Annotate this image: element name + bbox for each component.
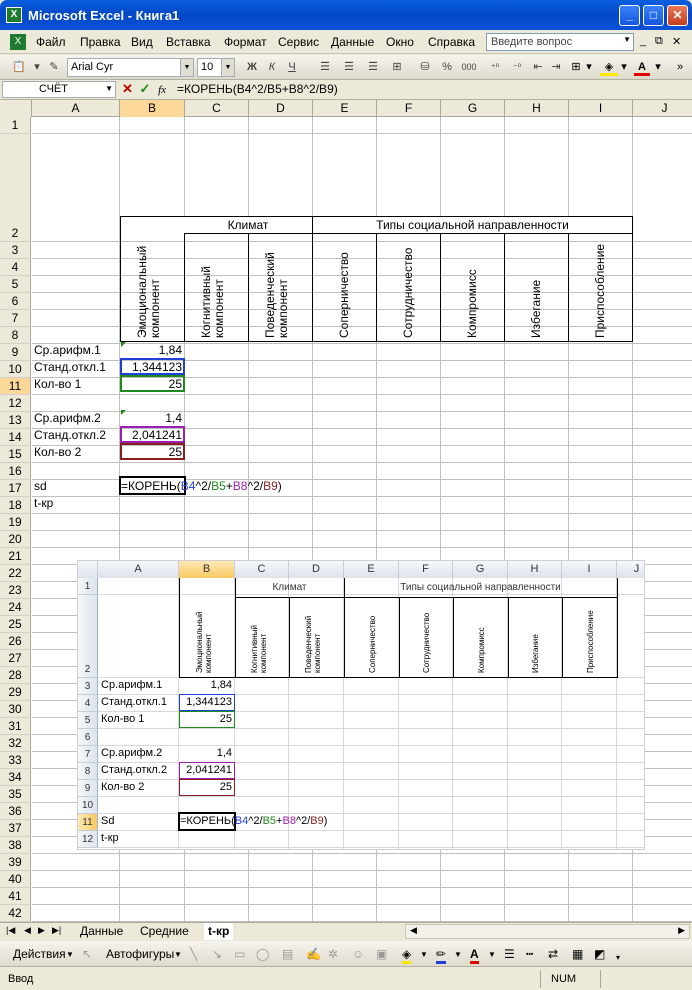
emb-column-header-d: D (289, 561, 344, 578)
bold-button[interactable]: Ж (247, 61, 257, 73)
emb-header-klimat: Климат (272, 582, 307, 593)
emb-border-d (289, 597, 290, 678)
emb-cell-a5: Кол-во 1 (101, 713, 145, 725)
fill-color-dropdown-icon[interactable]: ▾ (621, 61, 627, 73)
header-social-types: Типы социальной направленности (313, 217, 632, 233)
picture-icon[interactable]: ▣ (376, 947, 388, 961)
next-sheet-icon[interactable]: ▶ (38, 925, 45, 935)
align-left-icon[interactable]: ☰ (320, 61, 330, 73)
vheader-cooperation: Сотрудничество (401, 247, 415, 338)
cell-b8[interactable]: 2,041241 (131, 428, 182, 442)
fill-color-icon[interactable]: ◈ (402, 947, 411, 964)
font-color-icon[interactable]: A (634, 59, 650, 76)
ref-border-b8 (120, 426, 185, 443)
table-border-h (504, 233, 505, 342)
vheader-behavioral: Поведенческий компонент (263, 252, 290, 338)
emb-row-gridline (98, 847, 645, 848)
column-header-e[interactable]: E (313, 100, 377, 117)
cell-a4[interactable]: Станд.откл.1 (34, 360, 106, 374)
emb-column-header-e: E (344, 561, 399, 578)
status-num: NUM (551, 973, 577, 985)
prev-sheet-icon[interactable]: ◀ (24, 925, 31, 935)
formula-function: =КОРЕНЬ( (121, 479, 181, 493)
paste-icon[interactable]: 📋 (12, 61, 26, 73)
vheader-emotional: Эмоциональный компонент (135, 245, 162, 338)
emb-vheader-cognitive: Когнитивный компонент (250, 625, 268, 673)
row-header-20[interactable]: 20 (0, 531, 31, 548)
doc-close-icon[interactable]: ✕ (672, 36, 682, 48)
column-header-i[interactable]: I (569, 100, 633, 117)
row-header-4[interactable]: 4 (0, 259, 31, 276)
emb-vheader-rivalry: Соперничество (368, 615, 377, 673)
emb-formula-close: ) (323, 815, 328, 827)
percent-button[interactable]: % (442, 61, 452, 73)
dash-style-icon[interactable]: ┅ (526, 947, 534, 961)
emb-cell-a3: Ср.арифм.1 (101, 679, 163, 691)
oval-icon[interactable]: ◯ (256, 947, 270, 961)
autoshapes-menu[interactable]: Автофигуры (106, 947, 175, 961)
row-header-22[interactable]: 22 (0, 565, 31, 582)
select-objects-icon[interactable]: ↖ (82, 947, 93, 961)
select-all-corner[interactable] (0, 100, 32, 117)
insert-function-button[interactable]: fx (158, 84, 167, 96)
row-header-2[interactable]: 2 (0, 134, 31, 242)
arrow-icon[interactable]: ↘ (212, 947, 223, 961)
embedded-screenshot (77, 560, 645, 850)
italic-button[interactable]: К (268, 61, 276, 73)
line-style-icon[interactable]: ☰ (504, 947, 515, 961)
row-header-9[interactable]: 9 (0, 344, 31, 361)
tab-averages[interactable]: Средние (140, 924, 189, 938)
column-header-d[interactable]: D (249, 100, 313, 117)
emb-formula-op2: + (276, 815, 283, 827)
emb-column-header-f: F (399, 561, 453, 578)
menu-view[interactable]: Вид (131, 35, 153, 49)
last-sheet-icon[interactable]: ▶| (52, 925, 62, 935)
emb-row-header-2: 2 (78, 595, 98, 678)
row-gridline (32, 462, 692, 463)
emb-row-header-4: 4 (78, 695, 98, 712)
row-gridline (32, 394, 692, 395)
emb-ref-border-b8 (179, 762, 235, 779)
emb-cell-b4: 1,344123 (186, 696, 232, 708)
menu-help[interactable]: Справка (428, 35, 476, 49)
row-gridline (32, 870, 692, 871)
table-mid-border (184, 233, 633, 234)
formula-close: ) (277, 479, 282, 493)
menu-insert[interactable]: Вставка (166, 35, 211, 49)
menu-tools[interactable]: Сервис (278, 35, 320, 49)
formula-op1: ^2/ (195, 479, 212, 493)
column-header-g[interactable]: G (441, 100, 505, 117)
emb-formula-ref-b4: B4 (234, 815, 249, 827)
paste-dropdown-icon[interactable]: ▾ (34, 61, 40, 73)
vheader-cognitive: Когнитивный компонент (199, 266, 226, 338)
currency-icon[interactable]: ⛁ (420, 61, 430, 73)
formula-ref-b4: B4 (180, 479, 196, 493)
emb-formula-op1: ^2/ (248, 815, 263, 827)
row-header-30[interactable]: 30 (0, 701, 31, 718)
emb-column-header-h: H (508, 561, 562, 578)
align-center-icon[interactable]: ☰ (344, 61, 354, 73)
emb-formula-op3: ^2/ (295, 815, 311, 827)
font-color-icon[interactable]: A (470, 947, 479, 964)
increase-decimal-icon[interactable]: ⁺⁰ (490, 62, 500, 72)
row-header-5[interactable]: 5 (0, 276, 31, 293)
fill-color-icon[interactable]: ◈ (600, 59, 618, 76)
row-header-3[interactable]: 3 (0, 242, 31, 259)
emb-column-header-c: C (235, 561, 289, 578)
emb-cell-b8: 2,041241 (186, 764, 232, 776)
font-color-dropdown-icon[interactable]: ▾ (655, 61, 661, 73)
emb-cell-a8: Станд.откл.2 (101, 764, 167, 776)
status-mode: Ввод (8, 973, 34, 985)
emb-vheader-compromise: Компромисс (477, 627, 486, 673)
tab-t-kr[interactable]: t-кр (204, 923, 233, 940)
chevron-down-icon[interactable]: ▼ (174, 950, 182, 959)
row-gridline (32, 530, 692, 531)
emb-formula-ref-b9: B9 (310, 815, 324, 827)
emb-row-header-6: 6 (78, 729, 98, 746)
emb-row-header-8: 8 (78, 763, 98, 780)
emb-cell-a9: Кол-во 2 (101, 781, 145, 793)
row-header-29[interactable]: 29 (0, 684, 31, 701)
horizontal-scrollbar[interactable] (405, 924, 690, 939)
row-header-36[interactable]: 36 (0, 803, 31, 820)
underline-button[interactable]: Ч (288, 61, 296, 73)
emb-ref-border-b5 (179, 711, 235, 728)
row-header-7[interactable]: 7 (0, 310, 31, 327)
row-header-16[interactable]: 16 (0, 463, 31, 480)
cell-b9[interactable]: 25 (168, 445, 182, 459)
emb-cell-a12: t-кр (101, 832, 119, 844)
doc-minimize-icon[interactable]: _ (640, 35, 647, 47)
row-header-1[interactable]: 1 (0, 117, 31, 134)
formula-op3: ^2/ (247, 479, 264, 493)
formula-op2: + (225, 479, 233, 493)
row-header-18[interactable]: 18 (0, 497, 31, 514)
emb-corner (78, 561, 98, 578)
excel-app-icon: X (6, 7, 22, 23)
decrease-decimal-icon[interactable]: ⁻⁰ (512, 62, 522, 72)
chevron-down-icon[interactable]: ▼ (180, 59, 193, 76)
emb-row-gridline (98, 796, 645, 797)
formula-input[interactable]: =КОРЕНЬ(B4^2/B5+B8^2/B9) (177, 82, 338, 96)
cell-a8[interactable]: Станд.откл.2 (34, 428, 106, 442)
emb-row-header-5: 5 (78, 712, 98, 729)
formula-bar-buttons (122, 81, 166, 97)
drawing-toolbar (0, 941, 692, 967)
row-header-8[interactable]: 8 (0, 327, 31, 344)
3d-style-icon[interactable]: ◩ (594, 947, 606, 961)
column-header-h[interactable]: H (505, 100, 569, 117)
worksheet-grid[interactable] (0, 100, 692, 922)
row-header-14[interactable]: 14 (0, 429, 31, 446)
excel-doc-icon[interactable]: X (10, 34, 26, 50)
actions-menu[interactable]: Действия (13, 947, 66, 961)
window-title: Microsoft Excel - Книга1 (28, 8, 180, 23)
table-border-c (184, 233, 185, 342)
menu-format[interactable]: Формат (224, 35, 267, 49)
row-header-13[interactable]: 13 (0, 412, 31, 429)
cell-a7[interactable]: Ср.арифм.2 (34, 411, 101, 425)
chevron-down-icon[interactable]: ▼ (420, 950, 428, 959)
row-header-41[interactable]: 41 (0, 888, 31, 905)
status-bar (0, 968, 692, 990)
cell-a9[interactable]: Кол-во 2 (34, 445, 82, 459)
increase-indent-icon[interactable]: ⇥ (551, 61, 561, 73)
ref-border-b5 (120, 375, 185, 392)
row-header-39[interactable]: 39 (0, 854, 31, 871)
row-header-6[interactable]: 6 (0, 293, 31, 310)
emb-row-header-1: 1 (78, 578, 98, 595)
row-header-10[interactable]: 10 (0, 361, 31, 378)
font-name-select[interactable] (67, 58, 194, 77)
chevron-down-icon[interactable]: ▼ (488, 950, 496, 959)
decrease-indent-icon[interactable]: ⇤ (533, 61, 543, 73)
column-header-b[interactable]: B (120, 100, 185, 117)
wordart-icon[interactable]: ✍ (306, 947, 321, 961)
name-box[interactable] (2, 81, 116, 98)
row-header-12[interactable]: 12 (0, 395, 31, 412)
emb-ref-border-b4 (179, 694, 235, 711)
emb-column-header-a: A (98, 561, 179, 578)
cell-b4[interactable]: 1,344123 (131, 360, 182, 374)
diagram-icon[interactable]: ✲ (328, 947, 339, 961)
error-indicator-b3[interactable] (121, 342, 126, 347)
name-box-value: СЧЁТ (39, 83, 68, 95)
row-header-15[interactable]: 15 (0, 446, 31, 463)
chevron-down-icon[interactable]: ▼ (454, 950, 462, 959)
emb-vheader-avoidance: Избегание (531, 634, 540, 673)
emb-row-header-9: 9 (78, 780, 98, 797)
emb-vheader-cooperation: Сотрудничество (422, 612, 431, 673)
ask-question-placeholder: Введите вопрос (491, 36, 573, 48)
row-gridline (32, 513, 692, 514)
emb-cell-a4: Станд.откл.1 (101, 696, 167, 708)
row-gridline (32, 887, 692, 888)
line-color-icon[interactable]: ✏ (436, 947, 446, 964)
cancel-icon[interactable]: ✕ (122, 81, 133, 96)
vheader-compromise: Компромисс (465, 269, 479, 338)
vheader-rivalry: Соперничество (337, 252, 351, 338)
row-gridline (32, 241, 692, 242)
column-headers (0, 100, 692, 117)
row-header-34[interactable]: 34 (0, 769, 31, 786)
cell-b3[interactable]: 1,84 (158, 343, 182, 357)
menu-file[interactable]: Файл (36, 35, 66, 49)
borders-dropdown-icon[interactable]: ▾ (586, 61, 592, 73)
borders-icon[interactable]: ⊞ (571, 61, 581, 73)
row-header-37[interactable]: 37 (0, 820, 31, 837)
table-border-e (312, 216, 313, 342)
emb-column-header-g: G (453, 561, 508, 578)
emb-cell-a7: Ср.арифм.2 (101, 747, 163, 759)
table-border-b (120, 216, 121, 342)
table-border-g (440, 233, 441, 342)
arrow-style-icon[interactable]: ⇄ (548, 947, 559, 961)
emb-border-h (508, 597, 509, 678)
emb-formula-ref-b5: B5 (262, 815, 277, 827)
emb-row-header-12: 12 (78, 831, 98, 848)
status-divider (600, 970, 601, 988)
chevron-down-icon[interactable]: ▼ (623, 35, 631, 44)
row-header-38[interactable]: 38 (0, 837, 31, 854)
doc-restore-icon[interactable]: ⧉ (655, 35, 663, 47)
column-header-a[interactable]: A (32, 100, 120, 117)
formula-ref-b9: B9 (263, 479, 278, 493)
cell-b11-formula[interactable] (121, 478, 282, 494)
emb-cell-b9: 25 (219, 781, 232, 793)
row-header-31[interactable]: 31 (0, 718, 31, 735)
row-header-42[interactable]: 42 (0, 905, 31, 922)
row-header-28[interactable]: 28 (0, 667, 31, 684)
title-bar (0, 0, 692, 30)
row-header-40[interactable]: 40 (0, 871, 31, 888)
merge-center-icon[interactable]: ⊞ (392, 61, 402, 73)
row-header-25[interactable]: 25 (0, 616, 31, 633)
row-header-32[interactable]: 32 (0, 735, 31, 752)
emb-border-bottom (179, 677, 617, 678)
emb-vheader-behavioral: Поведенческий компонент (304, 615, 322, 673)
table-border-f (376, 233, 377, 342)
table-border-right (632, 216, 633, 342)
emb-formula-function: =КОРЕНЬ( (180, 815, 235, 827)
emb-column-header-b: B (179, 561, 235, 578)
row-header-33[interactable]: 33 (0, 752, 31, 769)
emb-vheader-adaptation: Приспособление (586, 610, 595, 673)
emb-formula-ref-b8: B8 (282, 815, 296, 827)
cell-a3[interactable]: Ср.арифм.1 (34, 343, 101, 357)
toolbar-options-icon[interactable]: » (676, 61, 684, 73)
cell-a11[interactable]: sd (34, 479, 47, 493)
row-header-23[interactable]: 23 (0, 582, 31, 599)
emb-row-header-3: 3 (78, 678, 98, 695)
emb-ref-border-b9 (179, 779, 235, 796)
maximize-button[interactable]: □ (643, 5, 664, 26)
row-header-27[interactable]: 27 (0, 650, 31, 667)
close-button[interactable]: ✕ (667, 5, 688, 26)
cell-b7[interactable]: 1,4 (165, 411, 182, 425)
vheader-adaptation: Приспособление (593, 244, 607, 338)
row-gridline (32, 904, 692, 905)
clipart-icon[interactable]: ☺ (352, 947, 365, 961)
line-icon[interactable]: ╲ (190, 947, 198, 961)
thousands-button[interactable]: 000 (461, 62, 477, 72)
tab-data[interactable]: Данные (80, 924, 124, 938)
chevron-down-icon[interactable]: ▼ (221, 59, 234, 76)
formula-ref-b8: B8 (232, 479, 248, 493)
shadow-style-icon[interactable]: ▦ (572, 947, 584, 961)
cell-a5[interactable]: Кол-во 1 (34, 377, 82, 391)
font-name-value: Arial Cyr (71, 61, 114, 73)
minimize-button[interactable]: _ (619, 5, 640, 26)
emb-vheader-emotional: Эмоциональный компонент (195, 611, 213, 673)
chevron-down-icon[interactable]: ▼ (66, 950, 74, 959)
font-size-select[interactable] (197, 58, 235, 77)
formatting-toolbar (0, 55, 692, 80)
toolbar-options-icon[interactable]: ▾ (616, 953, 621, 962)
cell-a12[interactable]: t-кр (34, 496, 54, 510)
scroll-right-icon[interactable]: ▶ (678, 925, 685, 935)
emb-row-header-7: 7 (78, 746, 98, 763)
menu-edit[interactable]: Правка (80, 35, 121, 49)
row-header-26[interactable]: 26 (0, 633, 31, 650)
emb-row-header-10: 10 (78, 797, 98, 814)
table-border-i (568, 233, 569, 342)
emb-header-social-types: Типы социальной направленности (400, 582, 561, 593)
formula-ref-b5: B5 (211, 479, 226, 493)
emb-column-header-i: I (562, 561, 617, 578)
row-gridline (32, 853, 692, 854)
row-header-21[interactable]: 21 (0, 548, 31, 565)
emb-cell-b3: 1,84 (210, 679, 232, 691)
ask-question-input[interactable] (486, 33, 634, 51)
rectangle-icon[interactable]: ▭ (234, 947, 246, 961)
column-header-c[interactable]: C (185, 100, 249, 117)
emb-border-g (453, 597, 454, 678)
row-gridline (32, 496, 692, 497)
textbox-icon[interactable]: ▤ (282, 947, 294, 961)
menu-window[interactable]: Окно (386, 35, 414, 49)
row-header-35[interactable]: 35 (0, 786, 31, 803)
emb-cell-a11: Sd (101, 815, 115, 827)
emb-column-header-j: J (617, 561, 645, 578)
column-header-j[interactable]: J (633, 100, 692, 117)
emb-border-right (617, 578, 618, 678)
first-sheet-icon[interactable]: |◀ (6, 925, 16, 935)
row-header-11[interactable]: 11 (0, 378, 31, 395)
scroll-left-icon[interactable]: ◀ (410, 925, 417, 935)
emb-border-f (399, 597, 400, 678)
emb-cell-b7: 1,4 (216, 747, 232, 759)
enter-check-icon[interactable]: ✓ (139, 81, 151, 96)
emb-border-i (562, 597, 563, 678)
emb-cell-b5: 25 (219, 713, 232, 725)
format-painter-icon[interactable]: ✎ (49, 61, 59, 73)
emb-border-b (179, 578, 180, 678)
ref-border-b4 (120, 358, 185, 375)
menu-data[interactable]: Данные (331, 35, 375, 49)
ref-border-b9 (120, 443, 185, 460)
emb-cell-b11-formula (180, 814, 327, 829)
emb-row-header-11: 11 (78, 814, 98, 831)
status-divider (540, 970, 541, 988)
header-klimat: Климат (184, 217, 312, 233)
table-border-d (248, 233, 249, 342)
chevron-down-icon[interactable]: ▼ (105, 84, 113, 93)
font-size-value: 10 (201, 61, 214, 73)
emb-row-gridline (98, 728, 645, 729)
row-header-24[interactable]: 24 (0, 599, 31, 616)
align-right-icon[interactable]: ☰ (368, 61, 378, 73)
row-gridline (32, 133, 692, 134)
row-header-19[interactable]: 19 (0, 514, 31, 531)
row-gridline (32, 547, 692, 548)
cell-b5[interactable]: 25 (168, 377, 182, 391)
vheader-avoidance: Избегание (529, 279, 543, 338)
column-header-f[interactable]: F (377, 100, 441, 117)
row-header-17[interactable]: 17 (0, 480, 31, 497)
error-indicator-b7[interactable] (121, 410, 126, 415)
